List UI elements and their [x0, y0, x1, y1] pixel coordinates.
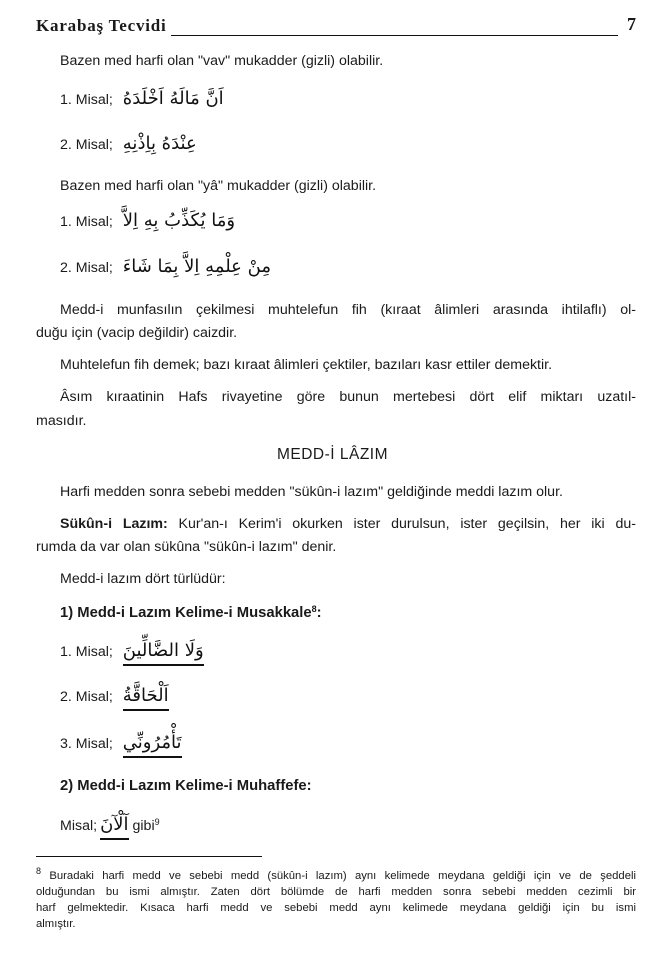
vav-intro: Bazen med harfi olan "vav" mukadder (gizli) olabilir.: [60, 53, 384, 69]
munfasil-para1-line2: duğu için (vacip değildir) caizdir.: [36, 325, 238, 341]
footnote-ref-9[interactable]: 9: [154, 817, 160, 827]
type1-title-text: 1) Medd-i Lazım Kelime-i Musakkale: [60, 605, 312, 621]
sukun-label: Sükûn-i Lazım:: [60, 516, 168, 532]
example-label: 3. Misal;: [60, 736, 113, 752]
footnote-ref-8[interactable]: 8: [311, 604, 317, 614]
vav-example-2: [60, 133, 197, 154]
arabic-example: وَمَا يُكَذِّبُ بِهِ اِلاَّ: [122, 210, 236, 231]
type1-title: 1) Medd-i Lazım Kelime-i Musakkale$^8$:: [60, 604, 322, 621]
lazim-definition: Harfi medden sonra sebebi medden "sükûn-i lazım" geldiğinde meddi lazım olur.: [60, 484, 563, 500]
ya-intro: Bazen med harfi olan "yâ" mukadder (gizli) olabilir.: [60, 178, 377, 194]
footnote-number: 8: [36, 866, 42, 876]
footnote-line2: olduğundan bu ismi almıştır. Zaten dört bölümde de harfi medden sonra sebebi medden cezimli bir: [36, 886, 636, 898]
arabic-example: تَأْمُرُونِّي: [123, 732, 182, 758]
munfasil-para1-line1: Medd-i munfasılın çekilmesi muhtelefun fih (kıraat âlimleri arasında ihtilaflı) ol-: [60, 302, 636, 318]
munfasil-para3-line2: masıdır.: [36, 413, 87, 429]
book-title: Karabaş Tecvidi: [36, 16, 171, 36]
ya-example-1: [60, 210, 235, 231]
page-number: 7: [627, 14, 636, 34]
example-label: 2. Misal;: [60, 260, 113, 276]
type1-example-1: [60, 640, 204, 661]
example-label: 2. Misal;: [60, 137, 113, 153]
munfasil-para2: Muhtelefun fih demek; bazı kıraat âlimleri çektiler, bazıları kasr ettiler demektir.: [60, 357, 553, 373]
example-label: 1. Misal;: [60, 214, 113, 230]
vav-example-1: [60, 88, 224, 109]
footnote-text: Buradaki harfi medd ve sebebi medd (sükûn-i lazım) aynı kelimede meydana geldiği için ve de şeddeli: [49, 870, 636, 882]
running-header: [36, 14, 636, 38]
arabic-example: وَلَا الضَّالِّينَ: [123, 640, 204, 666]
example-label: Misal;: [60, 818, 98, 834]
arabic-example: اَلْحَاقَّةُ: [123, 685, 169, 711]
section-heading: MEDD-İ LÂZIM: [276, 446, 389, 463]
type1-example-2: [60, 685, 169, 706]
arabic-example: آلْآنَ: [100, 814, 129, 840]
sukun-line1: [60, 515, 636, 533]
munfasil-para3-line1: Âsım kıraatinin Hafs rivayetine göre bunun mertebesi dört elif miktarı uzatıl-: [60, 389, 636, 405]
type1-example-3: [60, 732, 182, 753]
arabic-example: اَنَّ مَالَهُ اَخْلَدَهُ: [122, 88, 224, 109]
example-label: 1. Misal;: [60, 644, 113, 660]
type2-example: [60, 814, 160, 835]
arabic-example: مِنْ عِلْمِهِ اِلاَّ بِمَا شَاءَ: [122, 256, 271, 277]
footnote-line4: almıştır.: [36, 918, 76, 930]
example-label: 1. Misal;: [60, 92, 113, 108]
sukun-text: Kur'an-ı Kerim'i okurken ister durulsun, ister geçilsin, her iki du-: [178, 516, 636, 532]
footnote-line3: harf gelmektedir. Kısaca harfi medd ve sebebi medd aynı kelimede meydana geldiği için bu ismi: [36, 902, 636, 914]
footnote-rule: [36, 856, 262, 857]
types-intro: Medd-i lazım dört türlüdür:: [60, 571, 226, 587]
ya-example-2: [60, 256, 271, 277]
example-label: 2. Misal;: [60, 689, 113, 705]
sukun-line2: rumda da var olan sükûna "sükûn-i lazım" denir.: [36, 539, 337, 555]
arabic-example: عِنْدَهُ بِاِذْنِهِ: [122, 133, 197, 154]
example-suffix: gibi: [132, 818, 155, 834]
type2-title: 2) Medd-i Lazım Kelime-i Muhaffefe:: [60, 778, 312, 794]
footnote-line1: [36, 866, 636, 885]
